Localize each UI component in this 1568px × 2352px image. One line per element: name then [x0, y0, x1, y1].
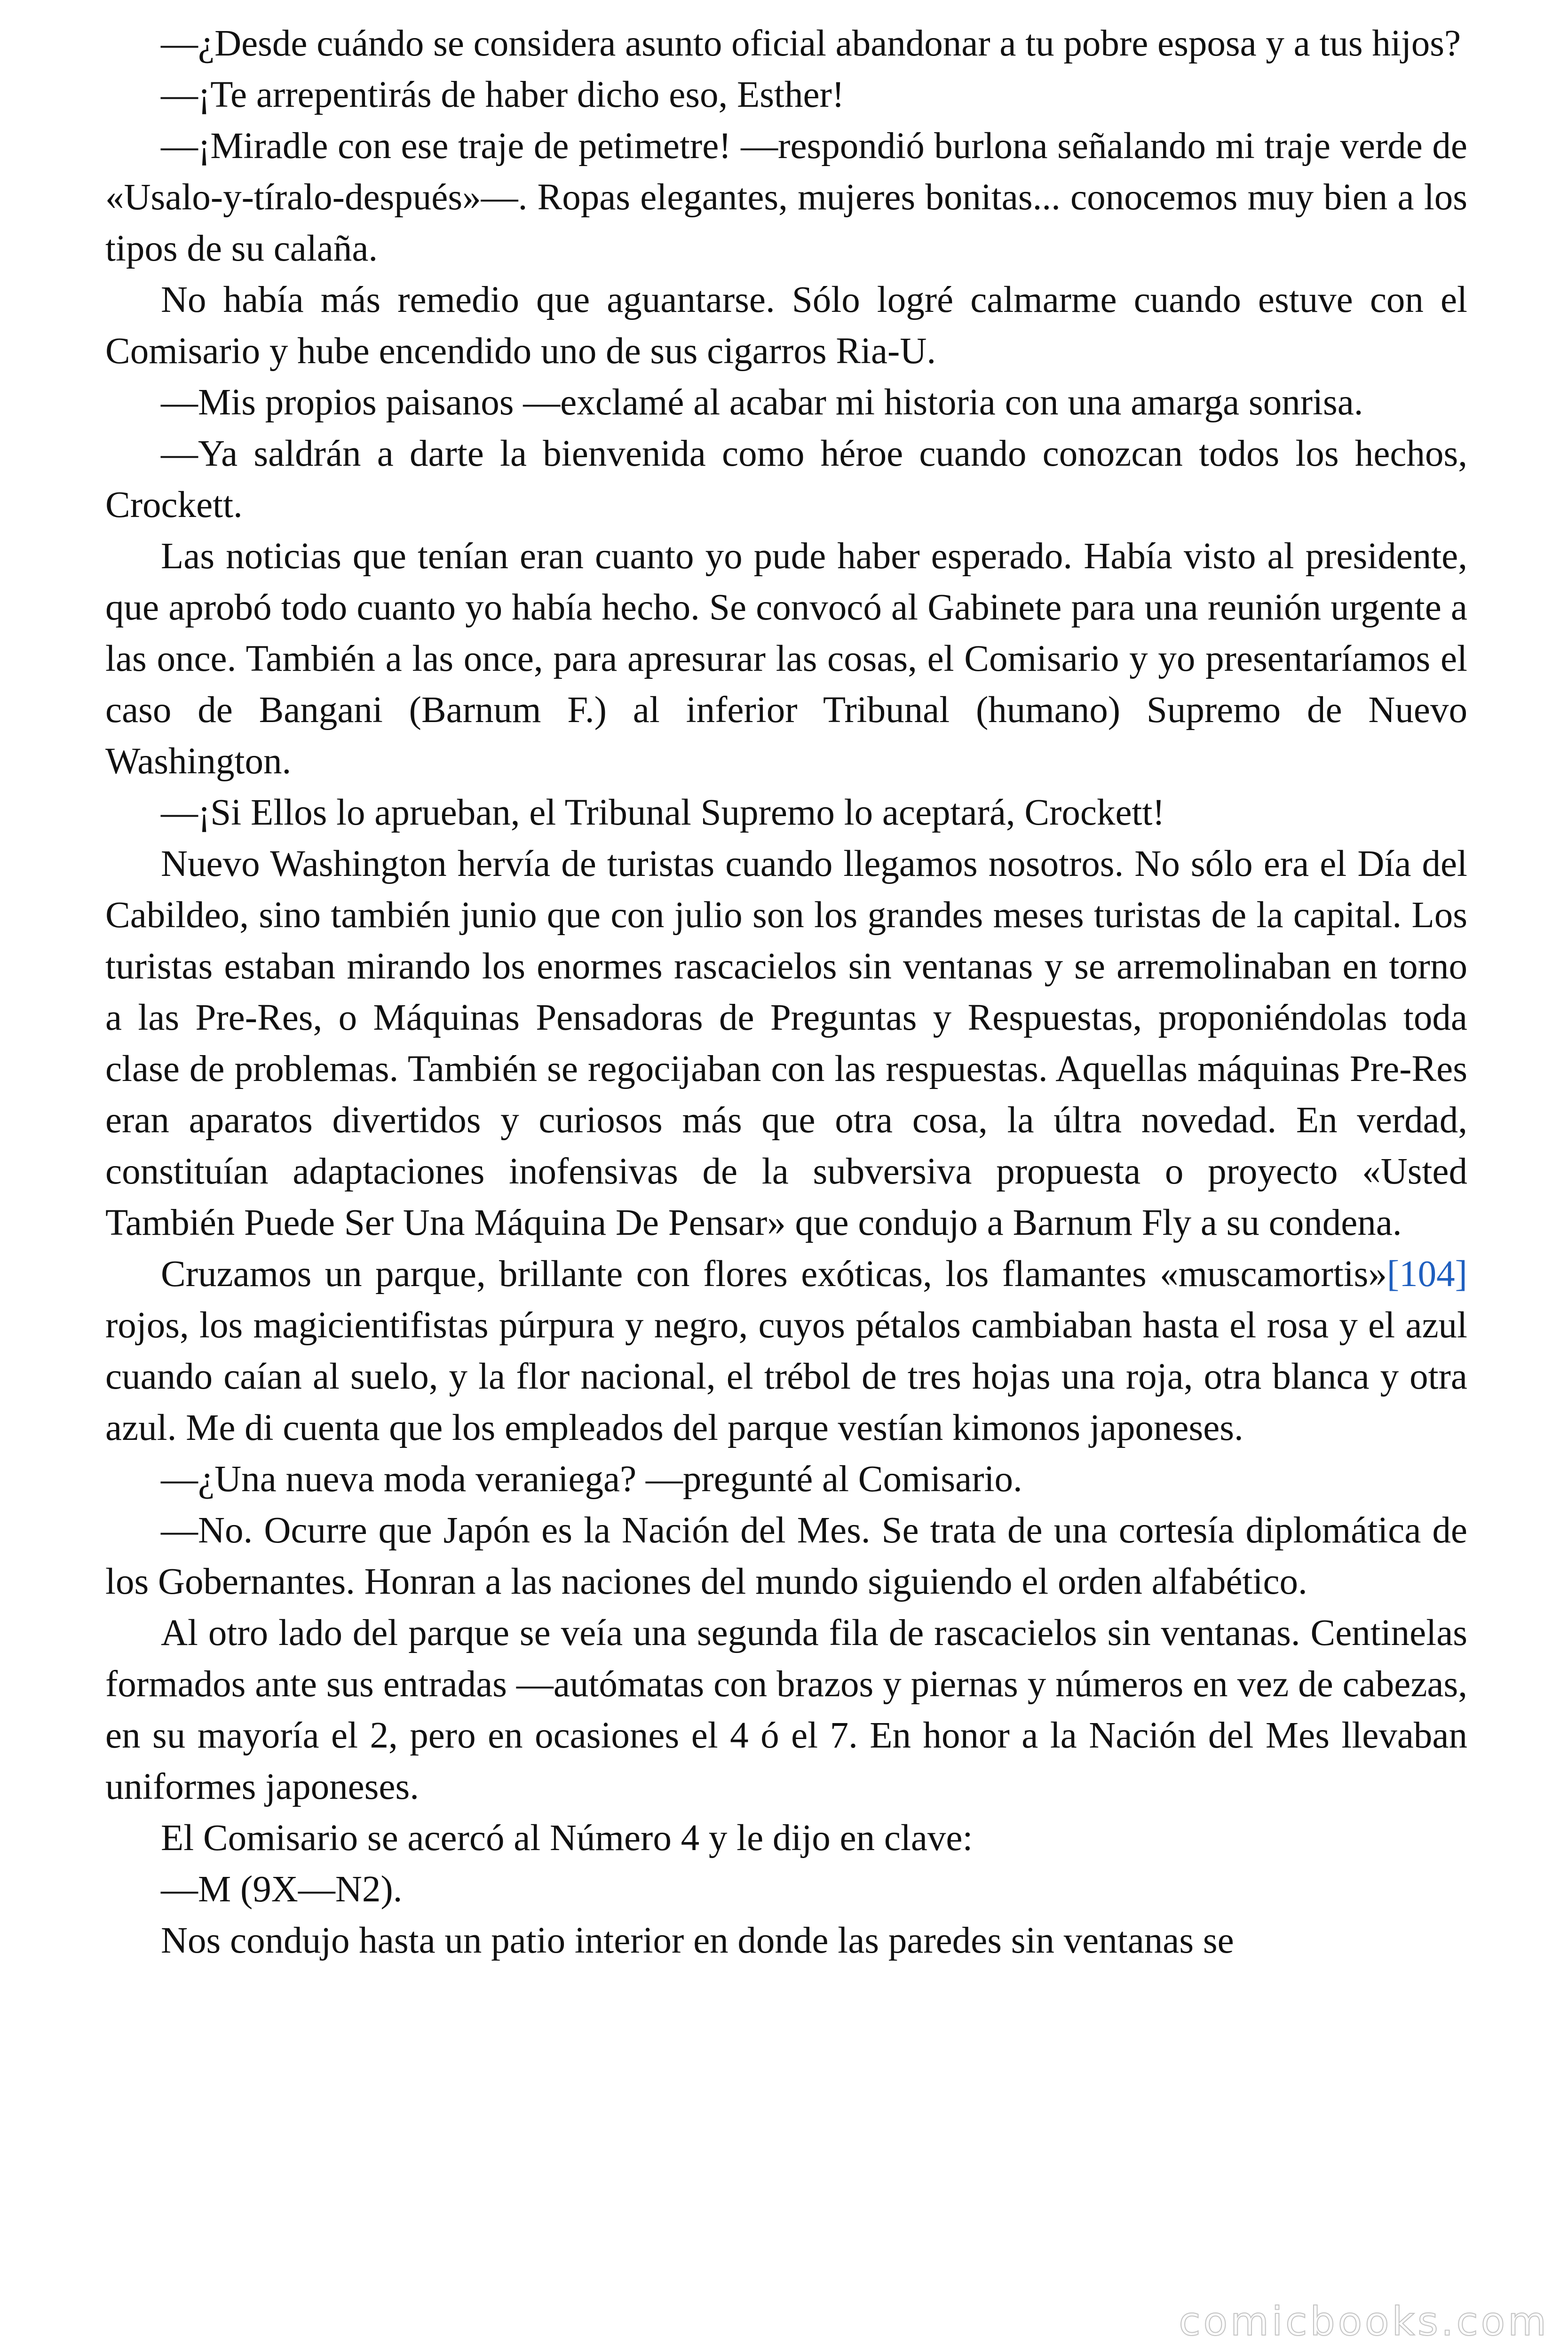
- paragraph: —¡Si Ellos lo aprueban, el Tribunal Supremo lo aceptará, Crockett!: [161, 792, 1165, 833]
- footnote-link-104[interactable]: [104]: [1386, 1254, 1467, 1295]
- paragraph: Al otro lado del parque se veía una segunda fila de rascacielos sin ventanas. Centinelas formados ante sus entradas —autómatas con brazos y piernas y números en vez de cabezas, en su mayoría el 2, pero en ocasiones el 4 ó el 7. En honor a la Nación del Mes llevaban uniformes japoneses.: [105, 1613, 1467, 1807]
- paragraph: El Comisario se acercó al Número 4 y le dijo en clave:: [161, 1818, 973, 1859]
- paragraph: —¡Miradle con ese traje de petimetre! —respondió burlona señalando mi traje verde de «Usalo-y-tíralo-después»—. Ropas elegantes, mujeres bonitas... conocemos muy bien a los tipos de su calaña.: [105, 126, 1467, 269]
- paragraph: —Mis propios paisanos —exclamé al acabar mi historia con una amarga sonrisa.: [161, 382, 1363, 423]
- watermark: comicbooks.com: [1179, 2298, 1549, 2344]
- paragraph: —No. Ocurre que Japón es la Nación del Mes. Se trata de una cortesía diplomática de los Gobernantes. Honran a las naciones del mundo siguiendo el orden alfabético.: [105, 1510, 1467, 1602]
- paragraph-park: [105, 1248, 1467, 1454]
- paragraph: —M (9X—N2).: [161, 1869, 403, 1910]
- page-text: [105, 18, 1467, 2337]
- paragraph: —¿Una nueva moda veraniega? —pregunté al Comisario.: [161, 1459, 1022, 1500]
- paragraph: —Ya saldrán a darte la bienvenida como héroe cuando conozcan todos los hechos, Crockett.: [105, 433, 1467, 525]
- paragraph-text-before: Cruzamos un parque, brillante con flores exóticas, los flamantes «muscamortis»: [161, 1254, 1387, 1295]
- paragraph: —¿Desde cuándo se considera asunto oficial abandonar a tu pobre esposa y a tus hijos?: [161, 23, 1461, 64]
- paragraph: Las noticias que tenían eran cuanto yo pude haber esperado. Había visto al presidente, que aprobó todo cuanto yo había hecho. Se convocó al Gabinete para una reunión urgente a las once. También a las once, para apresurar las cosas, el Comisario y yo presentaríamos el caso de Bangani (Barnum F.) al inferior Tribunal (humano) Supremo de Nuevo Washington.: [105, 536, 1467, 782]
- paragraph-text-after: rojos, los magicientifistas púrpura y negro, cuyos pétalos cambiaban hasta el rosa y el azul cuando caían al suelo, y la flor nacional, el trébol de tres hojas una roja, otra blanca y otra azul. Me di cuenta que los empleados del parque vestían kimonos japoneses.: [105, 1305, 1467, 1448]
- paragraph: Nos condujo hasta un patio interior en donde las paredes sin ventanas se: [161, 1920, 1234, 1961]
- paragraph: Nuevo Washington hervía de turistas cuando llegamos nosotros. No sólo era el Día del Cabildeo, sino también junio que con julio son los grandes meses turistas de la capital. Los turistas estaban mirando los enormes rascacielos sin ventanas y se arremolinaban en torno a las Pre-Res, o Máquinas Pensadoras de Preguntas y Respuestas, proponiéndolas toda clase de problemas. También se regocijaban con las respuestas. Aquellas máquinas Pre-Res eran aparatos divertidos y curiosos más que otra cosa, la últra novedad. En verdad, constituían adaptaciones inofensivas de la subversiva propuesta o proyecto «Usted También Puede Ser Una Máquina De Pensar» que condujo a Barnum Fly a su condena.: [105, 843, 1467, 1243]
- paragraph: —¡Te arrepentirás de haber dicho eso, Esther!: [161, 74, 845, 115]
- paragraph: No había más remedio que aguantarse. Sólo logré calmarme cuando estuve con el Comisario y hube encendido uno de sus cigarros Ria-U.: [105, 279, 1467, 372]
